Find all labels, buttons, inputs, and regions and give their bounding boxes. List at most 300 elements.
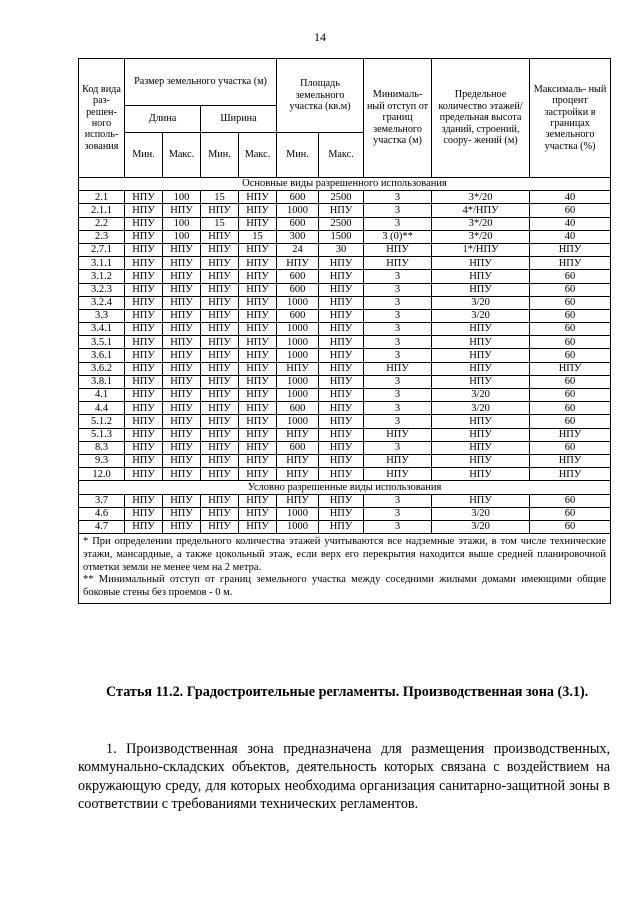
table-cell: НПУ (201, 441, 239, 454)
table-cell: 3 (364, 191, 432, 204)
table-cell: 3 (364, 389, 432, 402)
table-cell: НПУ (125, 204, 163, 217)
table-cell: 3.2.3 (79, 283, 125, 296)
table-cell: 40 (530, 217, 611, 230)
table-cell: НПУ (239, 454, 277, 467)
table-row (79, 191, 611, 204)
table-cell: НПУ (125, 362, 163, 375)
table-cell: НПУ (239, 204, 277, 217)
table-cell: 2.3 (79, 230, 125, 243)
table-cell: НПУ (319, 309, 364, 322)
table-cell: 3 (364, 336, 432, 349)
table-cell: НПУ (319, 441, 364, 454)
table-cell: НПУ (239, 243, 277, 256)
table-cell: НПУ (125, 309, 163, 322)
table-cell: 40 (530, 230, 611, 243)
table-cell: НПУ (239, 362, 277, 375)
table-cell: 2.1.1 (79, 204, 125, 217)
table-cell: 12.0 (79, 468, 125, 481)
header-coverage: Максималь- ный процент застройки в границах земельного участка (%) (530, 59, 611, 178)
section-title: Основные виды разрешенного использования (79, 178, 611, 191)
table-cell: НПУ (125, 520, 163, 533)
table-cell: 3 (364, 441, 432, 454)
table-cell: НПУ (125, 494, 163, 507)
table-cell: НПУ (125, 454, 163, 467)
table-cell: 1000 (277, 389, 319, 402)
table-cell: НПУ (432, 468, 530, 481)
table-cell: НПУ (163, 309, 201, 322)
table-cell: 3 (364, 349, 432, 362)
table-cell: 3*/20 (432, 191, 530, 204)
table-body (79, 178, 611, 534)
table-cell: 1000 (277, 375, 319, 388)
table-cell: НПУ (163, 323, 201, 336)
table-cell: НПУ (277, 428, 319, 441)
table-cell: 2.1 (79, 191, 125, 204)
section-row (79, 178, 611, 191)
table-cell: НПУ (530, 454, 611, 467)
table-cell: НПУ (163, 389, 201, 402)
table-cell: НПУ (277, 454, 319, 467)
table-cell: 60 (530, 402, 611, 415)
table-cell: 3*/20 (432, 230, 530, 243)
table-cell: НПУ (163, 494, 201, 507)
table-cell: НПУ (125, 230, 163, 243)
table-cell: НПУ (319, 402, 364, 415)
table-cell: 600 (277, 270, 319, 283)
table-cell: НПУ (239, 309, 277, 322)
table-cell: НПУ (163, 204, 201, 217)
header-length: Длина (125, 106, 201, 133)
table-row (79, 217, 611, 230)
table-cell: НПУ (364, 468, 432, 481)
table-row (79, 257, 611, 270)
table-cell: 3 (364, 402, 432, 415)
table-cell: НПУ (239, 191, 277, 204)
table-cell: НПУ (239, 415, 277, 428)
table-cell: НПУ (125, 243, 163, 256)
article-paragraph-1: 1. Производственная зона предназначена для размещения производственных, коммунально-складских объектов, деятельность которых связана с воздействием на окружающую среду, для которых необходима организация санитарно-защитной зоны в соответствии с требованиями технических регламентов. (78, 741, 610, 813)
table-cell: 3.4.1 (79, 323, 125, 336)
table-cell: НПУ (163, 454, 201, 467)
table-cell: 3/20 (432, 402, 530, 415)
table-cell: НПУ (239, 468, 277, 481)
table-cell: НПУ (364, 243, 432, 256)
table-cell: 15 (201, 217, 239, 230)
table-cell: НПУ (163, 296, 201, 309)
table-cell: 60 (530, 494, 611, 507)
table-row (79, 309, 611, 322)
table-cell: НПУ (125, 283, 163, 296)
table-cell: НПУ (319, 323, 364, 336)
table-cell: НПУ (432, 454, 530, 467)
table-cell: НПУ (239, 507, 277, 520)
note-floors: * При определении предельного количества этажей учитываются все надземные этажи, в том числе технические этажи, мансардные, а также цокольный этаж, если верх его перекрытия находится выше средней планировочной отметки земли не менее чем на 2 метра. (83, 536, 607, 573)
table-cell: НПУ (239, 375, 277, 388)
table-cell: НПУ (319, 257, 364, 270)
table-cell: 15 (201, 191, 239, 204)
table-cell: НПУ (319, 204, 364, 217)
table-cell: НПУ (125, 389, 163, 402)
table-cell: НПУ (432, 257, 530, 270)
table-cell: НПУ (163, 243, 201, 256)
table-cell: НПУ (530, 257, 611, 270)
table-cell: НПУ (364, 257, 432, 270)
table-cell: 3.1.1 (79, 257, 125, 270)
table-cell: 3*/20 (432, 217, 530, 230)
table-cell: НПУ (239, 441, 277, 454)
table-cell: 3.8.1 (79, 375, 125, 388)
table-cell: НПУ (201, 389, 239, 402)
table-cell: НПУ (364, 362, 432, 375)
header-area: Площадь земельного участка (кв.м) (277, 59, 364, 133)
table-row (79, 270, 611, 283)
land-use-regulations-table (78, 58, 611, 604)
table-cell: 60 (530, 323, 611, 336)
table-cell: 4*/НПУ (432, 204, 530, 217)
table-cell: НПУ (239, 336, 277, 349)
header-width-min: Мин. (201, 133, 239, 178)
table-cell: 2.2 (79, 217, 125, 230)
table-cell: НПУ (125, 468, 163, 481)
table-cell: НПУ (432, 494, 530, 507)
table-cell: НПУ (319, 296, 364, 309)
table-cell: 3/20 (432, 296, 530, 309)
table-cell: НПУ (163, 468, 201, 481)
table-cell: 1500 (319, 230, 364, 243)
table-cell: 100 (163, 230, 201, 243)
table-row (79, 375, 611, 388)
table-row (79, 243, 611, 256)
article-heading: Статья 11.2. Градостроительные регламенты. Производственная зона (3.1). (106, 684, 589, 700)
table-cell: НПУ (239, 270, 277, 283)
table-cell: 3 (364, 217, 432, 230)
table-cell: 5.1.3 (79, 428, 125, 441)
table-cell: НПУ (319, 283, 364, 296)
table-row (79, 441, 611, 454)
table-notes (79, 534, 611, 604)
table-cell: НПУ (201, 507, 239, 520)
table-cell: НПУ (201, 494, 239, 507)
table-cell: 3/20 (432, 309, 530, 322)
table-cell: 24 (277, 243, 319, 256)
table-cell: НПУ (125, 191, 163, 204)
table-row (79, 402, 611, 415)
table-cell: НПУ (201, 243, 239, 256)
table-cell: 4.6 (79, 507, 125, 520)
table-cell: НПУ (163, 375, 201, 388)
table-cell: НПУ (432, 349, 530, 362)
table-cell: НПУ (432, 415, 530, 428)
table-row (79, 454, 611, 467)
table-cell: НПУ (201, 520, 239, 533)
table-row (79, 230, 611, 243)
table-cell: НПУ (432, 428, 530, 441)
table-cell: 60 (530, 283, 611, 296)
table-cell: 1000 (277, 507, 319, 520)
table-cell: 3.6.1 (79, 349, 125, 362)
table-cell: 3 (364, 494, 432, 507)
header-width-max: Макс. (239, 133, 277, 178)
table-cell: НПУ (530, 428, 611, 441)
table-cell: 60 (530, 309, 611, 322)
table-cell: 60 (530, 415, 611, 428)
header-area-min: Мин. (277, 133, 319, 178)
table-cell: НПУ (239, 296, 277, 309)
table-row (79, 389, 611, 402)
table-cell: НПУ (125, 349, 163, 362)
table-cell: НПУ (432, 283, 530, 296)
table-cell: НПУ (201, 309, 239, 322)
table-cell: НПУ (319, 454, 364, 467)
table-cell: 1000 (277, 336, 319, 349)
table-cell: 9.3 (79, 454, 125, 467)
table-cell: НПУ (163, 349, 201, 362)
table-cell: НПУ (530, 468, 611, 481)
table-cell: 600 (277, 217, 319, 230)
header-land-size: Размер земельного участка (м) (125, 59, 277, 106)
table-cell: 3/20 (432, 507, 530, 520)
table-cell: 1000 (277, 296, 319, 309)
table-cell: НПУ (319, 507, 364, 520)
table-cell: НПУ (201, 375, 239, 388)
table-cell: НПУ (201, 415, 239, 428)
table-cell: 1000 (277, 349, 319, 362)
table-cell: НПУ (319, 270, 364, 283)
table-cell: 3 (364, 270, 432, 283)
table-cell: НПУ (364, 454, 432, 467)
table-row (79, 428, 611, 441)
table-cell: 100 (163, 217, 201, 230)
table-cell: 1000 (277, 520, 319, 533)
table-cell: 3 (364, 375, 432, 388)
table-row (79, 204, 611, 217)
table-cell: 2500 (319, 191, 364, 204)
table-cell: 40 (530, 191, 611, 204)
table-cell: НПУ (163, 270, 201, 283)
table-cell: 60 (530, 389, 611, 402)
table-cell: 4.1 (79, 389, 125, 402)
header-length-min: Мин. (125, 133, 163, 178)
table-cell: НПУ (239, 428, 277, 441)
table-cell: НПУ (239, 217, 277, 230)
table-cell: 4.7 (79, 520, 125, 533)
table-cell: НПУ (432, 270, 530, 283)
table-cell: НПУ (163, 520, 201, 533)
table-cell: 600 (277, 441, 319, 454)
table-row (79, 336, 611, 349)
table-cell: 600 (277, 283, 319, 296)
table-cell: НПУ (239, 349, 277, 362)
table-cell: НПУ (277, 468, 319, 481)
table-row (79, 283, 611, 296)
table-cell: НПУ (432, 362, 530, 375)
table-cell: НПУ (319, 494, 364, 507)
table-cell: 3.3 (79, 309, 125, 322)
table-cell: НПУ (319, 389, 364, 402)
table-cell: 60 (530, 270, 611, 283)
header-length-max: Макс. (163, 133, 201, 178)
table-cell: НПУ (125, 415, 163, 428)
table-cell: НПУ (239, 402, 277, 415)
table-cell: НПУ (201, 428, 239, 441)
section-title: Условно разрешенные виды использования (79, 481, 611, 494)
table-cell: 3 (364, 309, 432, 322)
table-cell: НПУ (201, 296, 239, 309)
table-cell: 3/20 (432, 389, 530, 402)
table-cell: 3 (364, 283, 432, 296)
table-cell: 60 (530, 441, 611, 454)
table-row (79, 362, 611, 375)
table-row (79, 415, 611, 428)
table-cell: 1*/НПУ (432, 243, 530, 256)
table-cell: НПУ (201, 349, 239, 362)
table-cell: НПУ (319, 468, 364, 481)
table-cell: 15 (239, 230, 277, 243)
table-cell: НПУ (319, 362, 364, 375)
table-cell: НПУ (201, 230, 239, 243)
table-cell: НПУ (239, 323, 277, 336)
table-cell: НПУ (163, 507, 201, 520)
table-cell: НПУ (201, 336, 239, 349)
header-area-max: Макс. (319, 133, 364, 178)
table-cell: 3/20 (432, 520, 530, 533)
table-cell: 1000 (277, 204, 319, 217)
table-cell: НПУ (163, 336, 201, 349)
table-cell: 600 (277, 191, 319, 204)
table-cell: НПУ (239, 283, 277, 296)
table-cell: НПУ (125, 428, 163, 441)
table-cell: НПУ (239, 520, 277, 533)
table-cell: 100 (163, 191, 201, 204)
section-row (79, 481, 611, 494)
table-cell: 3.7 (79, 494, 125, 507)
table-cell: НПУ (277, 362, 319, 375)
header-floors: Предельное количество этажей/ предельная высота зданий, строений, соору- жений (м) (432, 59, 530, 178)
table-cell: 2.7.1 (79, 243, 125, 256)
table-cell: НПУ (201, 204, 239, 217)
table-cell: НПУ (125, 507, 163, 520)
header-setback: Минималь- ный отступ от границ земельного участка (м) (364, 59, 432, 178)
table-cell: НПУ (432, 323, 530, 336)
table-cell: НПУ (163, 257, 201, 270)
table-cell: НПУ (201, 270, 239, 283)
table-cell: НПУ (239, 494, 277, 507)
table-cell: НПУ (125, 441, 163, 454)
table-cell: НПУ (163, 283, 201, 296)
table-row (79, 323, 611, 336)
table-cell: НПУ (201, 454, 239, 467)
table-cell: НПУ (125, 296, 163, 309)
table-cell: НПУ (163, 441, 201, 454)
table-row (79, 468, 611, 481)
table-cell: НПУ (277, 257, 319, 270)
table-cell: 60 (530, 296, 611, 309)
table-cell: 3.2.4 (79, 296, 125, 309)
table-cell: НПУ (163, 428, 201, 441)
table-cell: 5.1.2 (79, 415, 125, 428)
table-row (79, 349, 611, 362)
table-cell: 60 (530, 204, 611, 217)
table-cell: 2500 (319, 217, 364, 230)
page-number: 14 (314, 30, 326, 44)
table-row (79, 520, 611, 533)
table-cell: НПУ (432, 441, 530, 454)
table-cell: НПУ (201, 323, 239, 336)
table-cell: 600 (277, 309, 319, 322)
table-cell: НПУ (163, 362, 201, 375)
table-cell: НПУ (319, 415, 364, 428)
table-cell: 8.3 (79, 441, 125, 454)
table-cell: 60 (530, 507, 611, 520)
table-cell: НПУ (125, 217, 163, 230)
table-cell: 60 (530, 349, 611, 362)
table-cell: 3 (364, 296, 432, 309)
table-cell: НПУ (239, 257, 277, 270)
table-cell: НПУ (319, 428, 364, 441)
table-cell: 3 (364, 204, 432, 217)
table-cell: 3.6.2 (79, 362, 125, 375)
table-cell: 1000 (277, 415, 319, 428)
table-cell: НПУ (201, 468, 239, 481)
table-cell: 1000 (277, 323, 319, 336)
table-cell: 4.4 (79, 402, 125, 415)
table-cell: НПУ (239, 389, 277, 402)
table-cell: НПУ (125, 323, 163, 336)
table-cell: НПУ (530, 362, 611, 375)
table-cell: НПУ (319, 375, 364, 388)
table-cell: 3.5.1 (79, 336, 125, 349)
table-row (79, 494, 611, 507)
table-cell: 60 (530, 520, 611, 533)
table-cell: НПУ (319, 349, 364, 362)
table-cell: 3 (364, 507, 432, 520)
table-cell: НПУ (125, 257, 163, 270)
table-cell: НПУ (319, 520, 364, 533)
table-cell: 3 (0)** (364, 230, 432, 243)
table-cell: 3.1.2 (79, 270, 125, 283)
table-cell: НПУ (163, 402, 201, 415)
table-cell: 600 (277, 402, 319, 415)
table-cell: 300 (277, 230, 319, 243)
table-cell: НПУ (201, 257, 239, 270)
table-cell: НПУ (201, 283, 239, 296)
table-cell: 3 (364, 323, 432, 336)
table-cell: 60 (530, 336, 611, 349)
table-cell: НПУ (125, 336, 163, 349)
table-row (79, 507, 611, 520)
header-width: Ширина (201, 106, 277, 133)
table-cell: 3 (364, 520, 432, 533)
table-cell: НПУ (125, 270, 163, 283)
table-cell: НПУ (201, 362, 239, 375)
table-cell: НПУ (432, 375, 530, 388)
table-cell: НПУ (319, 336, 364, 349)
table-cell: НПУ (201, 402, 239, 415)
table-cell: 30 (319, 243, 364, 256)
note-setback: ** Минимальный отступ от границ земельного участка между соседними жилыми домами имеющими общие боковые стены без проемов - 0 м. (83, 574, 607, 599)
table-cell: НПУ (432, 336, 530, 349)
table-cell: НПУ (163, 415, 201, 428)
table-cell: НПУ (125, 375, 163, 388)
table-cell: НПУ (364, 428, 432, 441)
table-cell: 60 (530, 375, 611, 388)
header-code: Код вида раз- решен- ного исполь- зования (79, 59, 125, 178)
table-row (79, 296, 611, 309)
table-cell: НПУ (277, 494, 319, 507)
table-cell: НПУ (530, 243, 611, 256)
table-cell: 3 (364, 415, 432, 428)
